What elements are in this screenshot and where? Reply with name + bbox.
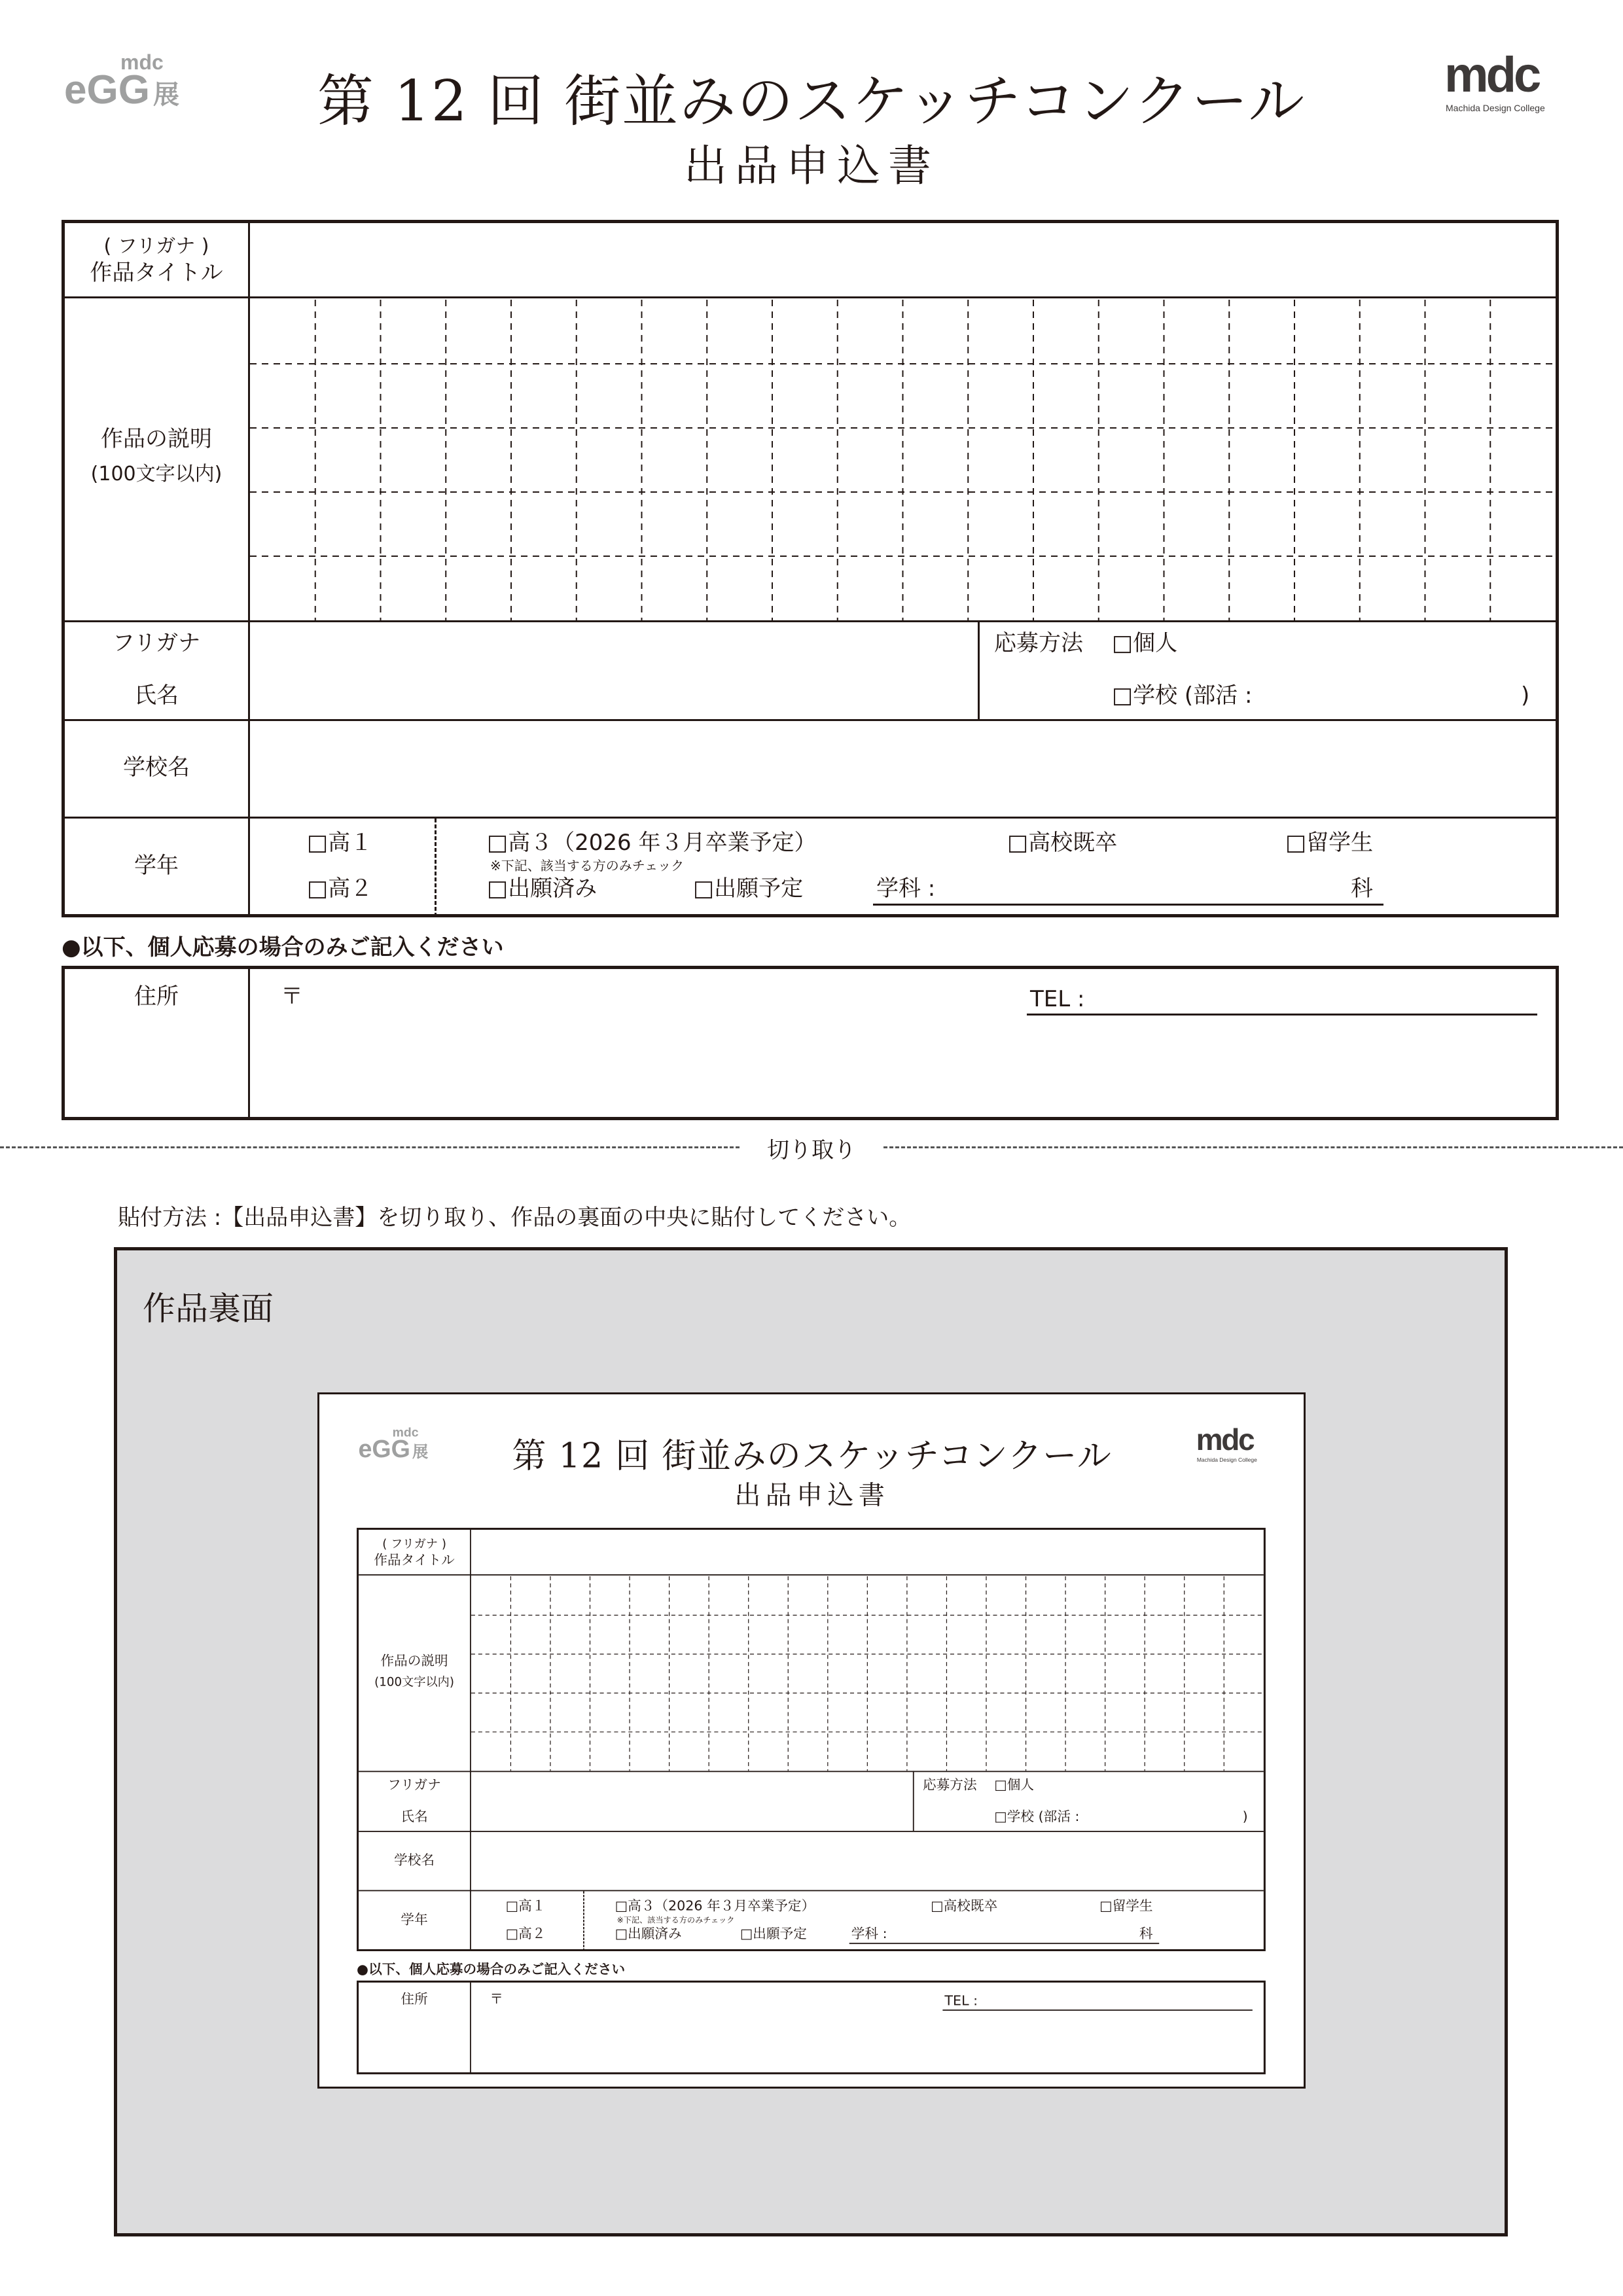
thumbnail-international-checkbox: □留学生 <box>1099 1898 1153 1914</box>
thumbnail-applied-checkbox: □出願済み <box>615 1926 682 1942</box>
thumbnail-grade-label: 学年 <box>401 1911 428 1928</box>
thumbnail-name-input <box>471 1772 912 1830</box>
cut-line-left <box>0 1146 740 1148</box>
thumbnail-address-table <box>357 1981 1266 2074</box>
title-input[interactable] <box>250 223 1559 295</box>
planned-checkbox[interactable]: □出願予定 <box>693 875 804 902</box>
grade-3-note: ※下記、該当する方のみチェック <box>490 858 685 874</box>
thumbnail-application-form-table <box>357 1528 1266 1951</box>
svg-text:eGG: eGG <box>64 67 150 110</box>
attached-form-thumbnail <box>317 1392 1306 2089</box>
thumbnail-address-label: 住所 <box>401 1991 428 2007</box>
name-label: 氏名 <box>134 682 179 709</box>
svg-text:展: 展 <box>412 1443 429 1461</box>
thumbnail-tel-input-line <box>942 2009 1252 2011</box>
thumbnail-name-label: 氏名 <box>401 1809 428 1825</box>
individual-only-note: ●以下、個人応募の場合のみご記入ください <box>62 934 504 961</box>
svg-text:eGG: eGG <box>358 1434 410 1461</box>
grade-3-checkbox[interactable]: □高３（2026 年３月卒業予定） <box>487 830 817 856</box>
international-checkbox[interactable]: □留学生 <box>1285 830 1374 856</box>
grade-2-checkbox[interactable]: □高２ <box>307 875 373 902</box>
artwork-back-label: 作品裏面 <box>143 1290 274 1328</box>
description-limit: (100文字以内) <box>90 463 223 486</box>
thumbnail-school-name-label: 学校名 <box>394 1852 435 1869</box>
thumbnail-description-manuscript-grid <box>471 1576 1264 1771</box>
tel-input-line[interactable] <box>1027 1014 1537 1016</box>
thumbnail-planned-checkbox: □出願予定 <box>740 1926 807 1942</box>
name-furigana-label: フリガナ <box>112 630 201 656</box>
title-label: 作品タイトル <box>90 260 223 286</box>
svg-text:mdc: mdc <box>392 1425 419 1440</box>
thumbnail-tel-label: TEL : <box>944 1992 978 2009</box>
title-furigana-label: ( フリガナ ) <box>103 235 209 258</box>
thumbnail-graduated-checkbox: □高校既卒 <box>931 1898 998 1914</box>
thumbnail-address-input <box>471 1983 948 2074</box>
thumbnail-grade-3-checkbox: □高３（2026 年３月卒業予定） <box>615 1898 815 1914</box>
attached-form-copy-content <box>319 1394 1304 2089</box>
main-title: 第 12 回 街並みのスケッチコンクール <box>317 69 1306 134</box>
thumbnail-postal-mark: 〒 <box>490 1991 504 2007</box>
applied-checkbox[interactable]: □出願済み <box>487 875 597 902</box>
thumbnail-name-furigana-label: フリガナ <box>387 1776 441 1793</box>
thumbnail-individual-checkbox: □個人 <box>994 1776 1035 1793</box>
description-manuscript-grid[interactable] <box>250 300 1556 620</box>
application-method-label: 応募方法 <box>994 630 1083 656</box>
thumbnail-mdc-logo <box>1195 1422 1274 1466</box>
thumbnail-department-suffix: 科 <box>1139 1926 1153 1942</box>
cut-line-label: 切り取り <box>767 1137 856 1163</box>
thumbnail-school-club-close-paren: ) <box>1242 1809 1248 1825</box>
address-input[interactable] <box>250 969 1035 1120</box>
thumbnail-title-label: 作品タイトル <box>374 1551 455 1568</box>
svg-text:mdc: mdc <box>1196 1422 1254 1457</box>
grade-1-checkbox[interactable]: □高１ <box>307 830 373 856</box>
grade-label: 学年 <box>134 853 179 879</box>
thumbnail-form-subtitle: 出品申込書 <box>734 1479 890 1511</box>
address-label: 住所 <box>134 983 179 1010</box>
mdc-logo <box>1443 46 1574 118</box>
thumbnail-title-input <box>471 1530 1266 1574</box>
svg-text:Machida Design College: Machida Design College <box>1446 103 1545 113</box>
thumbnail-description-label: 作品の説明 <box>380 1653 448 1669</box>
thumbnail-application-method-label: 応募方法 <box>923 1776 977 1793</box>
school-name-label: 学校名 <box>123 754 190 781</box>
svg-text:mdc: mdc <box>120 51 164 74</box>
individual-checkbox[interactable]: □個人 <box>1112 630 1178 656</box>
form-subtitle: 出品申込書 <box>684 141 939 191</box>
application-form-table <box>62 220 1559 917</box>
name-input[interactable] <box>250 622 976 718</box>
school-club-close-paren: ) <box>1521 682 1530 709</box>
school-name-input[interactable] <box>250 720 1559 816</box>
cut-line-right <box>883 1146 1623 1148</box>
svg-text:展: 展 <box>153 80 179 109</box>
thumbnail-grade-1-checkbox: □高１ <box>505 1898 546 1914</box>
thumbnail-school-checkbox: □学校 (部活 : <box>994 1809 1080 1825</box>
school-checkbox[interactable]: □学校 (部活 : <box>1112 682 1253 709</box>
thumbnail-individual-only-note: ●以下、個人応募の場合のみご記入ください <box>357 1961 626 1978</box>
thumbnail-main-title: 第 12 回 街並みのスケッチコンクール <box>512 1436 1113 1476</box>
paste-instruction: 貼付方法 :【出品申込書】を切り取り、作品の裏面の中央に貼付してください。 <box>118 1205 912 1231</box>
department-label: 学科 : <box>876 875 936 902</box>
svg-text:Machida Design College: Machida Design College <box>1196 1457 1257 1464</box>
department-input-line[interactable] <box>873 904 1383 906</box>
thumbnail-school-name-input <box>471 1831 1266 1890</box>
address-table <box>62 966 1559 1120</box>
thumbnail-title-furigana-label: ( フリガナ ) <box>382 1536 446 1551</box>
department-suffix: 科 <box>1351 875 1373 902</box>
postal-mark: 〒 <box>281 983 303 1010</box>
svg-text:mdc: mdc <box>1444 47 1539 103</box>
thumbnail-description-limit: (100文字以内) <box>374 1675 454 1689</box>
graduated-checkbox[interactable]: □高校既卒 <box>1007 830 1118 856</box>
tel-label: TEL : <box>1030 986 1085 1012</box>
thumbnail-grade-2-checkbox: □高２ <box>505 1926 546 1942</box>
thumbnail-grade-3-note: ※下記、該当する方のみチェック <box>616 1915 735 1925</box>
thumbnail-department-label: 学科 : <box>851 1926 887 1942</box>
thumbnail-department-input-line <box>849 1943 1159 1944</box>
attached-form-copy <box>319 1394 1304 2089</box>
description-label: 作品の説明 <box>101 426 212 452</box>
